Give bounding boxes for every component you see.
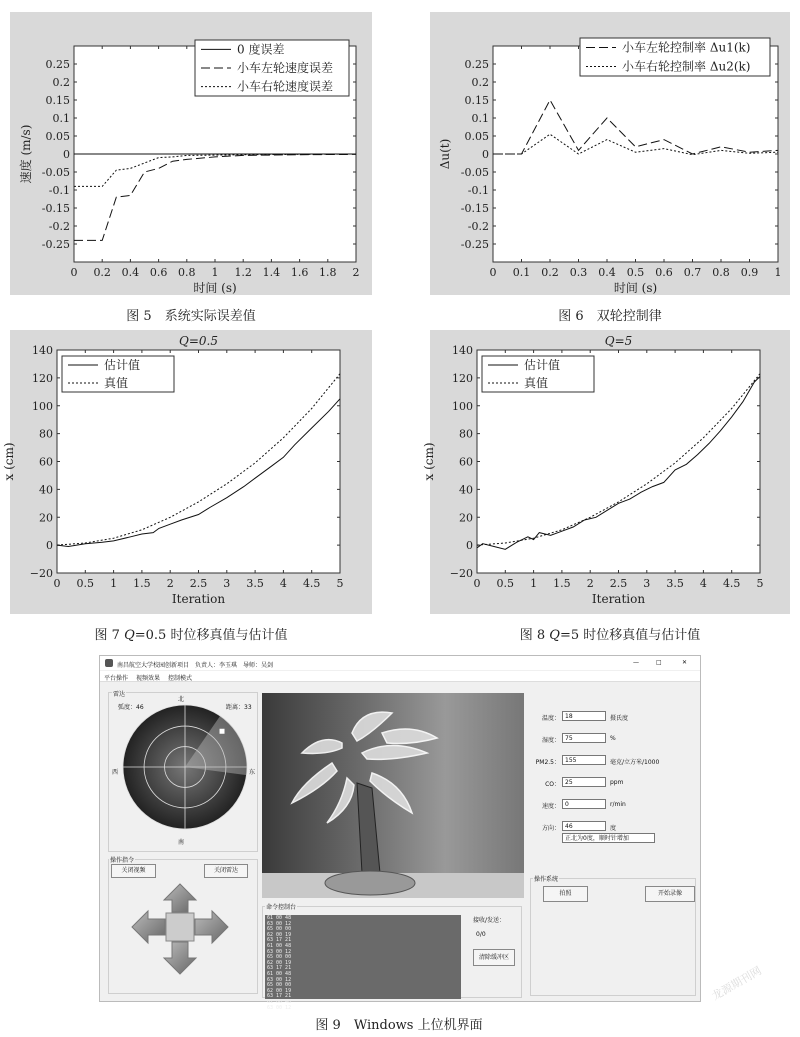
console-line: 63 00 12 [267,976,292,983]
y-tick-label: 140 [452,344,473,357]
arrow-right-icon[interactable] [195,911,228,943]
sensor-value-field[interactable]: 18 [562,711,606,721]
y-tick-label: 0.05 [464,130,489,143]
sensor-value-field[interactable]: 75 [562,733,606,743]
console-line: 62 00 19 [267,959,292,966]
y-tick-label: -0.2 [467,220,489,233]
console-line: 62 00 19 [267,987,292,994]
console-line: 63 17 21 [267,965,292,972]
x-tick-label: 0 [489,266,497,279]
figure-8-caption-q: Q [549,628,560,643]
y-tick-label: -0.15 [460,202,489,215]
direction-pad [130,882,230,976]
y-tick-label: 100 [32,399,53,413]
console-line: 63 17 21 [267,937,292,944]
console-line: 63 00 12 [267,948,292,955]
y-tick-label: 0.2 [52,76,70,89]
x-tick-label: 0.5 [626,266,645,279]
y-tick-label: 80 [459,427,473,441]
sensor-value-field[interactable]: 46 [562,821,606,831]
y-tick-label: 20 [459,511,473,525]
y-tick-label: -0.2 [48,220,70,233]
y-tick-label: -0.1 [48,184,70,197]
x-tick-label: 5 [336,577,344,590]
x-tick-label: 4 [699,577,707,590]
clear-buffer-button[interactable]: 清除缓冲区 [473,949,515,966]
sensor-unit: 度 [610,825,617,832]
figure-8-chart [422,330,790,614]
radar-angle-text: 弧度：46 [118,704,144,711]
radar-display [120,702,250,832]
arrow-left-icon[interactable] [132,911,165,943]
radar-group-label: 雷达 [113,691,126,698]
sensor-label: CO： [545,781,560,788]
figure-5-chart [10,12,372,295]
x-tick-label: 0.7 [683,266,702,279]
video-feed [262,693,524,898]
y-axis-label: Δu(t) [438,138,452,170]
console-output[interactable] [265,915,461,1011]
x-tick-label: 0.3 [569,266,588,279]
figure-8-caption [430,624,790,643]
recv-send-value: 0/0 [476,931,486,938]
console-line: 62 00 19 [267,931,292,938]
console-line: 65 00 00 [267,954,292,961]
x-tick-label: 1.4 [262,266,281,279]
plot-area [493,46,778,262]
y-tick-label: 100 [452,399,473,413]
radar-east: 东 [249,769,256,776]
x-tick-label: 2.5 [609,577,628,590]
y-tick-label: 80 [39,427,53,441]
menu-bar [100,671,700,682]
y-tick-label: −20 [449,567,473,580]
console-line: 61 00 48 [267,998,292,1005]
x-tick-label: 0.8 [178,266,196,279]
sensor-unit: 毫克/立方米/1000 [610,759,660,766]
sensor-value-field[interactable]: 25 [562,777,606,787]
x-tick-label: 0.2 [541,266,559,279]
sensor-unit: ppm [610,779,624,786]
maximize-icon[interactable]: □ [656,659,662,666]
x-tick-label: 0.9 [740,266,759,279]
figure-6-panel [430,12,790,295]
close-icon[interactable]: ✕ [682,659,688,666]
x-tick-label: 0.5 [76,577,95,590]
figure-9-caption-prefix: 图 9 [315,1018,341,1033]
x-tick-label: 2 [166,577,174,590]
x-tick-label: 0.8 [712,266,730,279]
close-video-button[interactable]: 关闭视频 [111,864,156,878]
figure-9-caption [99,1014,699,1033]
console-line: 63 00 12 [267,1004,292,1011]
menu-platform[interactable]: 平台操作 [104,675,129,682]
radar-south: 南 [178,839,185,846]
sensor-label: 湿度： [541,737,560,744]
y-axis-label: x (cm) [2,442,16,481]
console-line: 63 17 21 [267,993,292,1000]
x-tick-label: 1.5 [553,577,571,590]
y-tick-label: 40 [459,483,473,497]
y-tick-label: 0.25 [45,58,70,71]
x-tick-label: 1.8 [319,266,337,279]
x-tick-label: 0.6 [149,266,168,279]
x-tick-label: 3.5 [246,577,264,590]
console-line: 61 00 48 [267,970,292,977]
figure-5-panel [10,12,372,295]
x-tick-label: 0.4 [121,266,140,279]
y-axis-label: x (cm) [422,442,436,481]
close-radar-button[interactable]: 关闭雷达 [204,864,248,878]
y-tick-label: 140 [32,344,53,357]
y-tick-label: -0.15 [41,202,70,215]
arrow-up-icon[interactable] [164,884,196,912]
operation-group-label: 操作指令 [110,857,135,864]
photo-button[interactable]: 拍照 [543,886,588,902]
legend-label-0: 0 度误差 [237,42,285,57]
sensor-label: 温度： [541,715,560,722]
legend-label-0: 小车左轮控制率 Δu1(k) [622,40,751,55]
y-tick-label: 0.1 [52,112,70,125]
x-tick-label: 4.5 [302,577,321,590]
figure-8-panel [422,330,790,614]
y-tick-label: −20 [29,567,53,580]
figure-9-caption-rest: Windows 上位机界面 [353,1018,483,1033]
legend-label-0: 估计值 [524,358,561,372]
windows-host-ui [99,655,701,1011]
sensor-unit: r/min [610,801,626,808]
y-tick-label: -0.25 [41,238,70,251]
y-tick-label: 60 [459,455,473,469]
chart-title: Q=5 [604,334,633,348]
x-tick-label: 3 [643,577,651,590]
y-tick-label: 0 [466,539,473,553]
start-recording-button[interactable]: 开始录像 [645,886,695,902]
y-tick-label: 60 [39,455,53,469]
figure-6-chart [430,12,790,295]
x-axis-label: 时间 (s) [193,281,237,295]
y-tick-label: -0.25 [460,238,489,251]
x-tick-label: 1 [211,266,219,279]
x-tick-label: 0.5 [496,577,515,590]
center-pad[interactable] [166,913,194,941]
arrow-down-icon[interactable] [164,942,196,974]
x-axis-label: Iteration [171,592,226,606]
figure-5-caption: 图 5 系统实际误差值 [126,309,256,324]
sensor-label: 速度： [541,803,560,810]
x-tick-label: 1 [530,577,538,590]
direction-note: 正北为0度，顺时针增加 [562,833,655,843]
x-tick-label: 2 [586,577,594,590]
figure-7-caption [10,624,372,643]
figure-6-caption: 图 6 双轮控制律 [558,309,662,324]
x-tick-label: 4 [279,577,287,590]
minimize-icon[interactable]: — [633,659,639,666]
x-axis-label: 时间 (s) [613,281,658,295]
sensor-value-field[interactable]: 0 [562,799,606,809]
figure-8-caption-prefix: 图 8 [519,628,546,643]
figure-7-chart [2,330,372,614]
x-axis-label: Iteration [591,592,646,606]
y-tick-label: -0.05 [460,166,489,179]
y-tick-label: 0.25 [464,58,489,71]
x-tick-label: 1 [774,266,782,279]
y-tick-label: 0 [482,148,489,161]
window-title: 南昌航空大学校园创新项目 负责人：李玉琪 导师：吴剑 [117,662,274,669]
y-tick-label: 0.15 [45,94,70,107]
legend-label-0: 估计值 [104,358,141,372]
figure-8-caption-rest: =5 时位移真值与估计值 [559,628,701,643]
sensor-label: PM2.5： [535,759,560,766]
legend-label-2: 小车右轮速度误差 [237,79,334,94]
x-tick-label: 0.2 [93,266,111,279]
sensor-value-field[interactable]: 155 [562,755,606,765]
radar-west: 西 [112,769,119,776]
legend-label-1: 真值 [524,376,549,390]
x-tick-label: 4.5 [722,577,741,590]
console-line: 61 00 48 [267,915,292,921]
figure-7-caption-q: Q [124,628,135,643]
y-tick-label: -0.05 [41,166,70,179]
console-group-label: 命令控制台 [266,904,297,911]
console-line: 63 00 12 [267,920,292,927]
y-tick-label: 0.2 [471,76,489,89]
recv-send-label: 接收/发送： [473,917,506,924]
legend-label-1: 小车左轮速度误差 [237,61,334,75]
y-tick-label: 120 [452,371,473,385]
y-tick-label: 0.05 [45,130,70,143]
y-tick-label: 40 [39,483,53,497]
title-bar [100,656,700,670]
y-tick-label: -0.1 [467,184,489,197]
legend-label-1: 真值 [104,376,129,390]
x-tick-label: 1 [110,577,118,590]
x-tick-label: 2 [352,266,360,279]
figure-7-caption-prefix: 图 7 [94,628,120,643]
chart-title: Q=0.5 [179,334,218,348]
x-tick-label: 1.2 [234,266,252,279]
x-tick-label: 0.1 [512,266,531,279]
sensor-unit: 摄氏度 [610,715,629,722]
menu-video[interactable]: 视频效果 [136,675,161,682]
x-tick-label: 1.6 [290,266,309,279]
x-tick-label: 3 [223,577,231,590]
x-tick-label: 0 [70,266,78,279]
figure-7-caption-rest: =0.5 时位移真值与估计值 [134,628,288,643]
app-icon [105,659,113,667]
y-axis-label: 速度 (m/s) [19,124,33,184]
y-tick-label: 20 [39,511,53,525]
system-group-label: 操作系统 [534,876,559,883]
x-tick-label: 0 [473,577,481,590]
x-tick-label: 3.5 [666,577,684,590]
menu-control[interactable]: 控制模式 [168,675,193,682]
figure-7-panel [2,330,372,614]
x-tick-label: 1.5 [133,577,151,590]
radar-target [220,729,225,734]
console-line: 61 00 48 [267,942,292,949]
y-tick-label: 120 [32,371,53,385]
x-tick-label: 0 [53,577,61,590]
watermark: 龙源期刊网 [709,964,764,1003]
x-tick-label: 0.6 [655,266,673,279]
sensor-label: 方向： [541,825,560,832]
sensor-unit: % [610,735,616,742]
legend-label-1: 小车右轮控制率 Δu2(k) [622,59,751,74]
y-tick-label: 0 [46,539,53,553]
y-tick-label: 0.1 [471,112,489,125]
x-tick-label: 0.4 [598,266,616,279]
radar-distance-text: 距离：33 [226,704,252,711]
console-line: 65 00 00 [267,926,292,933]
x-tick-label: 5 [756,577,764,590]
radar-north: 北 [178,696,185,703]
x-tick-label: 2.5 [189,577,208,590]
y-tick-label: 0.15 [464,94,489,107]
console-line: 65 00 00 [267,982,292,989]
y-tick-label: 0 [63,148,70,161]
